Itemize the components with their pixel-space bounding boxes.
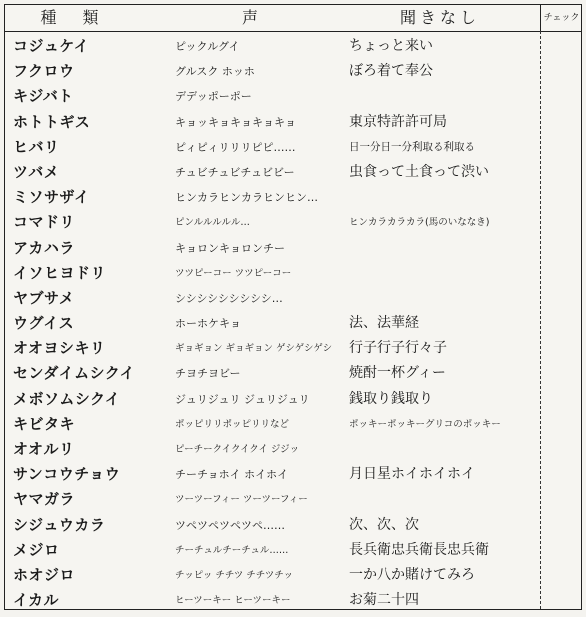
- bird-voice: チヨチヨビー: [175, 367, 241, 381]
- bird-name: キジバト: [13, 87, 74, 106]
- table-row: [5, 437, 540, 462]
- bird-name: フクロウ: [13, 62, 75, 81]
- bird-voice: ポッピリリポッピリリなど: [175, 418, 290, 430]
- kikinashi-text: 日一分日一分利取る利取る: [349, 140, 475, 153]
- kikinashi-text: 虫食って土食って渋い: [349, 163, 489, 180]
- bird-voice: チュビチュビチュビビー: [175, 165, 295, 179]
- table-row: [5, 236, 540, 261]
- bird-voice: ヒンカラヒンカラヒンヒン…: [175, 191, 318, 205]
- table-row: [5, 261, 540, 286]
- bird-voice: ジュリジュリ ジュリジュリ: [175, 392, 310, 406]
- bird-name: イカル: [13, 591, 60, 610]
- table-row: [5, 538, 540, 563]
- bird-name: ヤマガラ: [13, 490, 76, 509]
- header-species: 種類: [40, 8, 125, 27]
- table-row: [5, 588, 540, 613]
- bird-voice: チーチョホイ ホイホイ: [175, 468, 289, 482]
- bird-voice: ピィピィリリリピピ……: [175, 140, 296, 154]
- check-column-divider: [540, 31, 541, 609]
- bird-voice: グルスク ホッホ: [175, 65, 255, 79]
- bird-name: アカハラ: [13, 238, 75, 257]
- bird-voice: デデッポーポー: [175, 90, 252, 104]
- kikinashi-text: 法、法華経: [349, 315, 419, 332]
- table-row: [5, 160, 540, 185]
- kikinashi-text: 長兵衛忠兵衛長忠兵衛: [349, 541, 489, 558]
- header-kikinashi: 聞きなし: [399, 8, 480, 27]
- bird-name: センダイムシクイ: [13, 364, 136, 383]
- kikinashi-text: 次、次、次: [349, 516, 419, 533]
- bird-call-table: [4, 4, 582, 610]
- table-row: [5, 387, 540, 412]
- bird-voice: キョロンキョロンチー: [175, 241, 285, 255]
- table-row: [5, 210, 540, 235]
- bird-voice: シシシシシシシシシ…: [175, 291, 283, 305]
- bird-name: オオヨシキリ: [13, 339, 106, 358]
- table-body: [5, 34, 540, 613]
- header-voice: 声: [241, 8, 258, 27]
- bird-name: ツバメ: [13, 162, 60, 181]
- kikinashi-text: 一か八か賭けてみろ: [349, 566, 475, 583]
- table-row: [5, 110, 540, 135]
- bird-voice: ツーツーフィー ツーツーフィー: [175, 494, 308, 506]
- table-row: [5, 84, 540, 109]
- header-divider: [540, 5, 541, 31]
- kikinashi-text: 東京特許許可局: [349, 113, 447, 130]
- bird-voice: ピックルグイ: [175, 40, 240, 53]
- table-row: [5, 336, 540, 361]
- table-row: [5, 59, 540, 84]
- header-check: チェック: [543, 13, 580, 23]
- kikinashi-text: 焼酎一杯グィー: [349, 365, 446, 382]
- table-header: [5, 5, 581, 32]
- bird-name: メジロ: [13, 540, 60, 559]
- bird-voice: ツペツペツペツペ……: [175, 518, 285, 532]
- bird-voice: チッピッ チチツ チチツチッ: [175, 569, 293, 581]
- bird-voice: ヒーツーキー ヒーツーキー: [175, 595, 291, 607]
- table-row: [5, 563, 540, 588]
- bird-name: コジュケイ: [13, 37, 90, 55]
- kikinashi-text: お菊二十四: [349, 592, 419, 609]
- table-row: [5, 412, 540, 437]
- kikinashi-text: ヒンカラカラカラ(馬のいななき): [349, 217, 490, 229]
- bird-name: ホオジロ: [13, 565, 76, 584]
- bird-name: キビタキ: [13, 414, 76, 433]
- table-row: [5, 135, 540, 160]
- kikinashi-text: 月日星ホイホイホイ: [349, 466, 475, 483]
- table-row: [5, 361, 540, 386]
- table-row: [5, 462, 540, 487]
- bird-name: シジュウカラ: [13, 515, 106, 534]
- bird-voice: チーチュルチーチュル……: [175, 544, 289, 556]
- bird-voice: キョッキョキョキョキョ: [175, 115, 296, 129]
- bird-voice: ピーチークイクイクイ ジジッ: [175, 444, 300, 455]
- bird-name: ヤブサメ: [13, 288, 75, 307]
- bird-voice: ホーホケキョ: [175, 317, 241, 331]
- kikinashi-text: 銭取り銭取り: [349, 390, 433, 407]
- bird-name: コマドリ: [13, 213, 76, 232]
- table-row: [5, 487, 540, 512]
- bird-name: オオルリ: [13, 440, 75, 458]
- table-row: [5, 286, 540, 311]
- bird-name: ミソサザイ: [13, 188, 90, 207]
- bird-voice: ギョギョン ギョギョン ゲシゲシゲシ: [175, 343, 333, 355]
- kikinashi-text: ぼろ着て奉公: [349, 63, 433, 80]
- bird-name: サンコウチョウ: [13, 465, 121, 484]
- bird-voice: ピンルルルルル…: [175, 217, 250, 229]
- bird-name: イソヒヨドリ: [13, 263, 107, 282]
- bird-name: メボソムシクイ: [13, 389, 121, 408]
- kikinashi-text: ちょっと来い: [349, 38, 433, 54]
- kikinashi-text: 行子行子行々子: [349, 340, 447, 357]
- bird-voice: ツツピーコー ツツピーコー: [175, 267, 292, 279]
- table-row: [5, 185, 540, 210]
- table-row: [5, 513, 540, 538]
- bird-name: ヒバリ: [13, 137, 60, 156]
- bird-name: ウグイス: [13, 314, 75, 333]
- kikinashi-text: ポッキーポッキーグリコのポッキー: [349, 418, 501, 430]
- table-row: [5, 311, 540, 336]
- table-row: [5, 34, 540, 59]
- bird-name: ホトトギス: [13, 112, 91, 131]
